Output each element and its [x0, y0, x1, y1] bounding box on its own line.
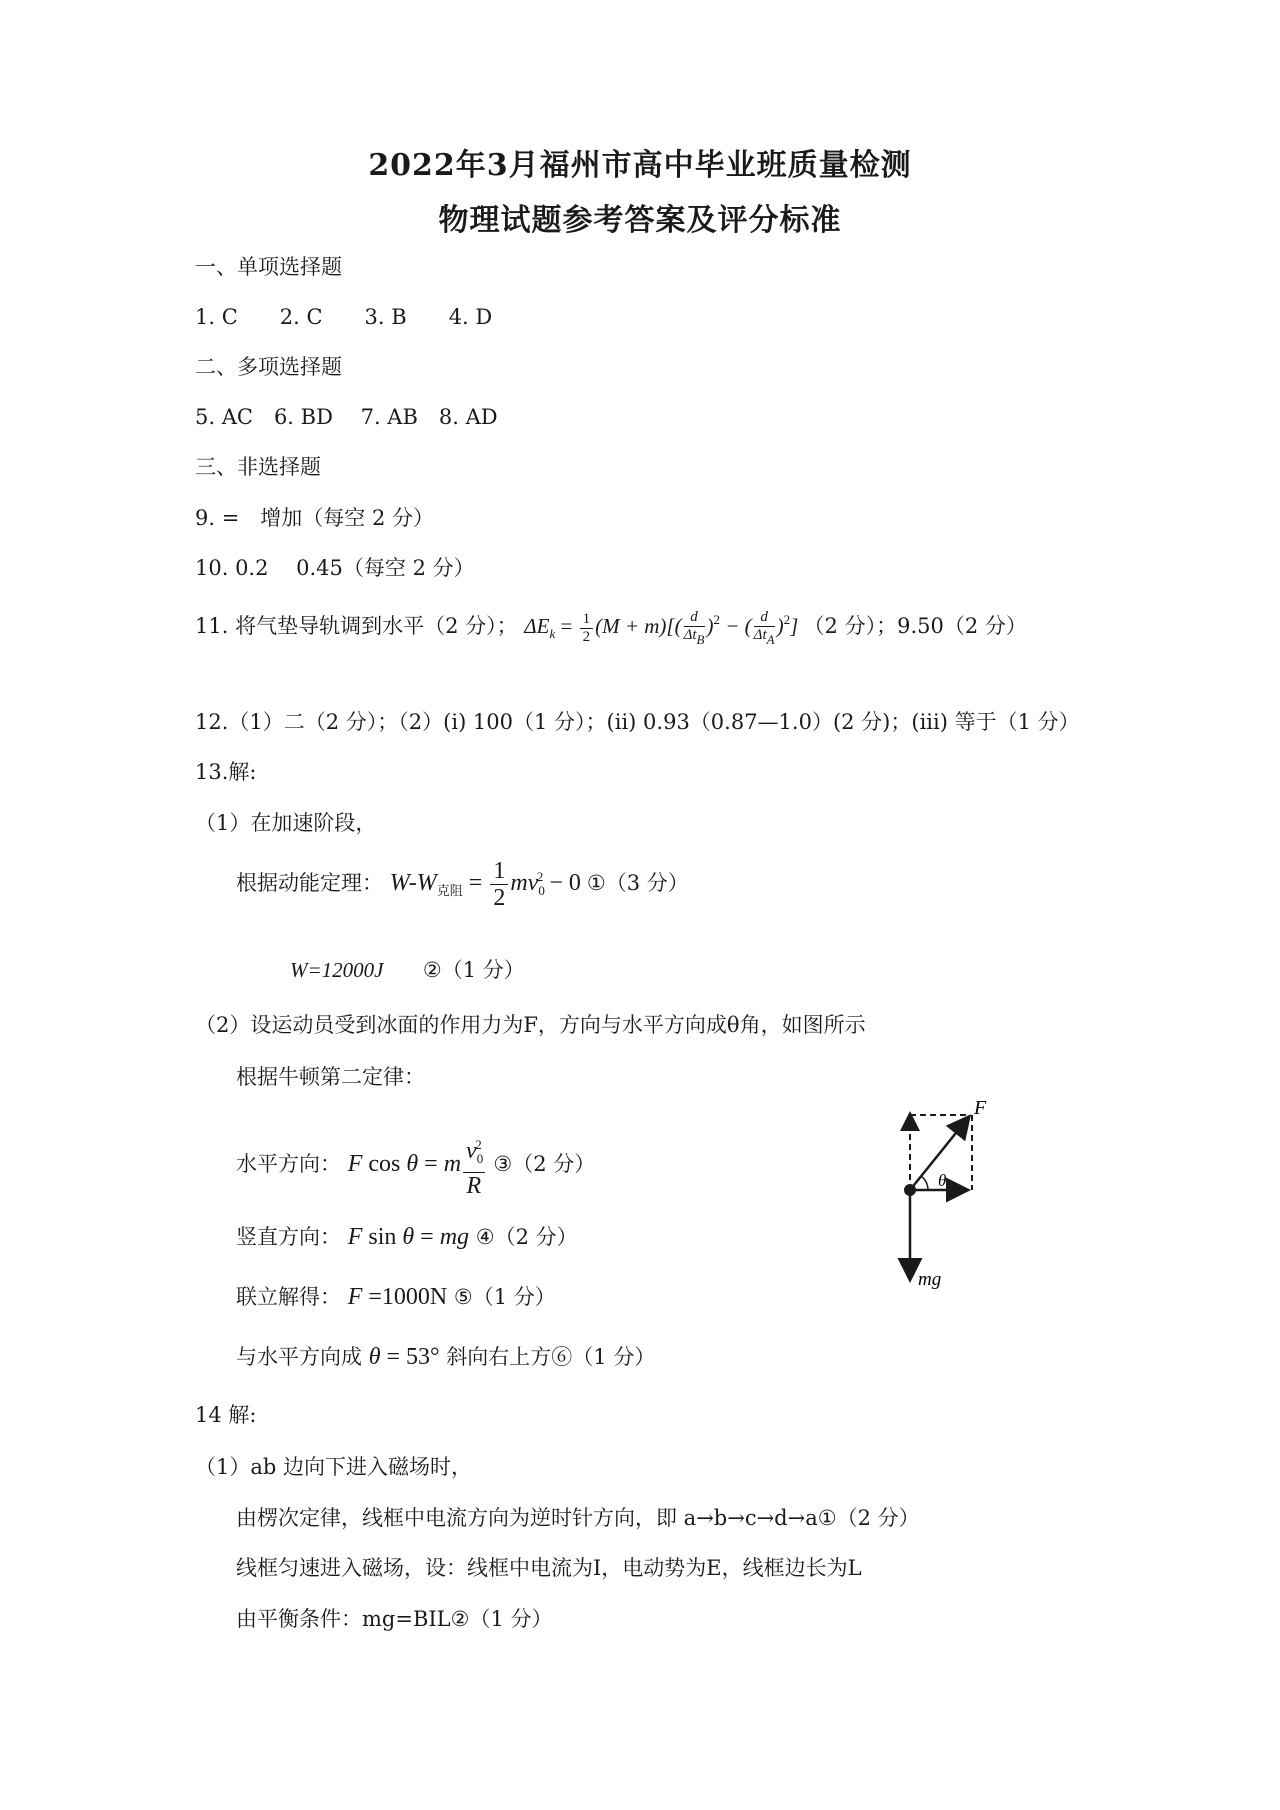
angle-arc	[921, 1176, 928, 1190]
q13-work-result	[290, 955, 525, 985]
horizontal-formula: F cos θ = m $\frac{v_0^2}{R}$	[348, 1151, 487, 1177]
q13-solution	[236, 1282, 556, 1312]
single-choice-answers: 1. C 2. C 3. B 4. D	[195, 305, 493, 329]
q13-horizontal	[236, 1132, 595, 1199]
watermark	[549, 519, 593, 592]
work-score: ②（1 分）	[422, 958, 525, 982]
section-heading-single-choice: 一、单项选择题	[195, 255, 342, 279]
q14-heading: 14 解:	[195, 1403, 257, 1427]
horizontal-score: ③（2 分）	[493, 1152, 596, 1177]
multi-choice-answers: 5. AC 6. BD 7. AB 8. AD	[195, 405, 498, 429]
force-label: F	[974, 1100, 987, 1119]
q14-lenz: 由楞次定律，线框中电流方向为逆时针方向，即 a→b→c→d→a①（2 分）	[236, 1506, 920, 1530]
force-diagram	[880, 1100, 1010, 1290]
q14-balance: 由平衡条件：mg=BIL②（1 分）	[236, 1607, 553, 1631]
solution-label: 联立解得：	[236, 1285, 341, 1309]
vertical-formula: F sin θ = mg	[347, 1224, 470, 1250]
q13-part1: （1）在加速阶段，	[195, 811, 377, 835]
q11-score: （2 分）；9.50（2 分）	[803, 614, 1027, 638]
horizontal-label: 水平方向：	[236, 1152, 341, 1177]
q13-part2: （2）设运动员受到冰面的作用力为F，方向与水平方向成θ角，如图所示	[195, 1013, 866, 1037]
athlete-point	[904, 1184, 916, 1196]
answer-q11	[195, 605, 1027, 649]
q13-energy-equation	[236, 858, 689, 911]
energy-score: ①（3 分）	[586, 871, 689, 896]
solution-score: ⑤（1 分）	[453, 1285, 556, 1309]
work-result: W=12000J	[290, 958, 384, 982]
angle-score: 斜向右上方⑥（1 分）	[446, 1345, 656, 1369]
q11-formula: $\Delta E_k$ = $\frac{1}{2}$ (M + m)[( $\frac{d}{\text{ΔtB}}$ )$^2$ − ( $\frac{d}{\text{ΔtA}}$ )$^2$]	[524, 608, 804, 647]
angle-formula: θ = 53°	[368, 1344, 440, 1370]
section-heading-non-choice: 三、非选择题	[195, 455, 321, 479]
page-subtitle: 物理试题参考答案及评分标准	[438, 203, 842, 238]
angle-label-diagram: θ	[938, 1171, 947, 1190]
vertical-label: 竖直方向：	[236, 1225, 341, 1249]
q13-heading: 13.解:	[195, 760, 257, 784]
angle-label: 与水平方向成	[236, 1345, 362, 1369]
vertical-score: ④（2 分）	[475, 1225, 578, 1249]
answer-q12: 12.（1）二（2 分）；（2）(i) 100（1 分）；(ii) 0.93（0.87—1.0）(2 分)；(iii) 等于（1 分）	[195, 710, 1080, 734]
solution-formula: F =1000N	[347, 1284, 448, 1310]
answer-q10: 10. 0.2 0.45（每空 2 分）	[195, 556, 475, 580]
q13-vertical	[236, 1222, 578, 1252]
q14-part1: （1）ab 边向下进入磁场时，	[195, 1455, 472, 1479]
weight-label: mg	[918, 1269, 942, 1290]
q13-newton: 根据牛顿第二定律：	[236, 1065, 425, 1089]
q14-uniform: 线框匀速进入磁场，设：线框中电流为I，电动势为E，线框边长为L	[236, 1556, 862, 1580]
q13-angle	[236, 1342, 655, 1372]
page-title: 2022年3月福州市高中毕业班质量检测	[368, 148, 912, 183]
q11-text: 11. 将气垫导轨调到水平（2 分）；	[195, 614, 518, 638]
section-heading-multi-choice: 二、多项选择题	[195, 355, 342, 379]
energy-label: 根据动能定理：	[236, 871, 383, 896]
energy-formula: $W-W_{克阻}$ = $\frac{1}{2}$ $mv_0^2 - 0$	[389, 858, 581, 911]
answer-q9: 9. = 增加（每空 2 分）	[195, 506, 435, 530]
